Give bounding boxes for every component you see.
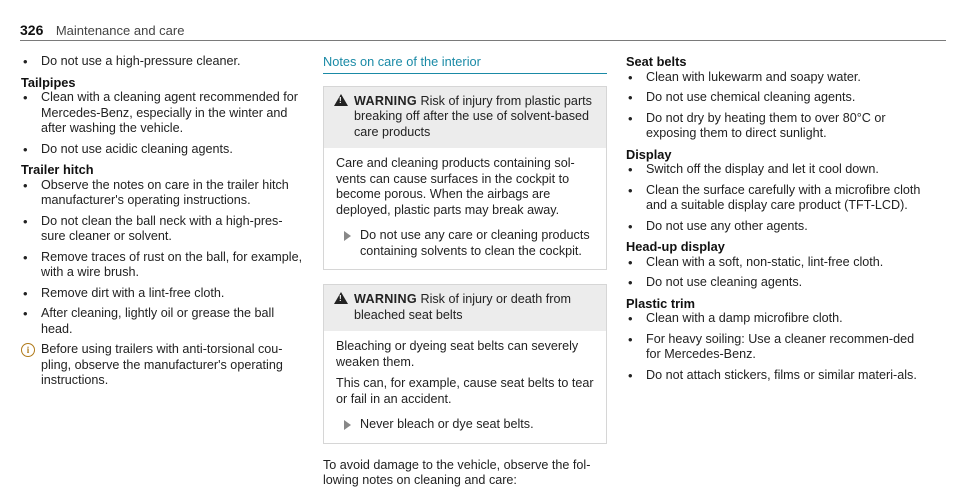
list-item: • Do not clean the ball neck with a high-pres-sure cleaner or solvent. bbox=[23, 213, 283, 243]
list-item: • Remove dirt with a lint-free cloth. bbox=[23, 285, 225, 301]
trailer-hitch-list bbox=[21, 178, 306, 338]
warning-box-seat-belts bbox=[323, 284, 607, 444]
bullet-icon: • bbox=[23, 213, 28, 229]
section-heading-plastic-trim: Plastic trim bbox=[626, 295, 695, 311]
display-list bbox=[626, 162, 926, 234]
warning-body bbox=[324, 148, 606, 269]
warning-title: Risk of injury or death from bleached seat belts bbox=[354, 292, 571, 322]
head-up-display-list bbox=[626, 255, 926, 291]
section-heading-seat-belts: Seat belts bbox=[626, 54, 687, 69]
page-header bbox=[20, 22, 946, 41]
bullet-icon: • bbox=[628, 162, 633, 177]
bullet-icon: • bbox=[23, 249, 28, 265]
warning-label: WARNING bbox=[354, 292, 417, 306]
list-item: • Do not use any other agents. bbox=[628, 218, 808, 234]
section-heading-trailer-hitch: Trailer hitch bbox=[21, 162, 94, 177]
running-title: Maintenance and care bbox=[55, 23, 185, 38]
warning-header bbox=[324, 285, 606, 331]
bullet-icon: • bbox=[23, 306, 28, 321]
warning-box-solvents bbox=[323, 86, 607, 271]
bullet-icon: • bbox=[628, 69, 633, 85]
arrow-right-icon bbox=[344, 231, 351, 241]
warning-text: This can, for example, cause seat belts to tear or fail in an accident. bbox=[336, 376, 594, 406]
section-heading-tailpipes: Tailpipes bbox=[21, 74, 76, 90]
warning-text: Bleaching or dyeing seat belts can severely weaken them. bbox=[336, 339, 579, 369]
bullet-icon: • bbox=[628, 218, 633, 234]
list-item: • For heavy soiling: Use a cleaner recommen-ded for Mercedes-Benz. bbox=[628, 331, 915, 361]
list-item: • Clean with a soft, non-static, lint-free cloth. bbox=[628, 254, 884, 270]
bullet-icon: • bbox=[628, 367, 633, 383]
warning-label: WARNING bbox=[354, 93, 417, 108]
list-item: • Remove traces of rust on the ball, for example, with a wire brush. bbox=[23, 249, 303, 279]
list-item: • Do not use acidic cleaning agents. bbox=[23, 141, 233, 157]
warning-header bbox=[324, 87, 606, 149]
list-item: • Switch off the display and let it cool down. bbox=[628, 162, 879, 177]
warning-icon bbox=[334, 94, 348, 106]
bullet-icon: • bbox=[628, 254, 633, 270]
info-icon: i bbox=[21, 343, 35, 357]
list-item: • Do not dry by heating them to over 80°C or exposing them to direct sunlight. bbox=[628, 110, 886, 140]
list-item: • Clean with a damp microfibre cloth. bbox=[628, 311, 843, 326]
seat-belts-list bbox=[626, 70, 926, 142]
action-step: Never bleach or dye seat belts. bbox=[336, 417, 594, 433]
bullet-icon: • bbox=[628, 110, 633, 126]
action-step: Do not use any care or cleaning products containing solvents to clean the cockpit. bbox=[336, 228, 594, 259]
list-item: • Clean the surface carefully with a microfibre cloth and a suitable display care product (TFT-LCD). bbox=[628, 182, 921, 212]
tailpipes-list bbox=[21, 90, 306, 157]
warning-text: Care and cleaning products containing sol-vents can cause surfaces in the cockpit to become porous. When the airbags are deployed, plastic parts may break away. bbox=[336, 156, 575, 217]
bullet-icon: • bbox=[628, 90, 633, 105]
bullet-icon: • bbox=[628, 182, 633, 198]
bullet-icon: • bbox=[23, 285, 28, 301]
list-item: • After cleaning, lightly oil or grease the ball head. bbox=[23, 306, 275, 336]
column-right bbox=[626, 54, 926, 388]
list-item: • Do not attach stickers, films or similar materi-als. bbox=[628, 367, 917, 383]
list-item: • Clean with a cleaning agent recommended for Mercedes-Benz, especially in the winter and after washing the vehicle. bbox=[23, 90, 298, 135]
info-note: i Before using trailers with anti-torsional cou-pling, observe the manufacturer's operating instructions. bbox=[21, 342, 306, 389]
bullet-icon: • bbox=[628, 331, 633, 347]
list-item: • Do not use a high-pressure cleaner. bbox=[23, 54, 241, 69]
bullet-icon: • bbox=[23, 90, 28, 105]
list-item: • Clean with lukewarm and soapy water. bbox=[628, 69, 861, 85]
section-title: Notes on care of the interior bbox=[323, 54, 607, 74]
plastic-trim-list bbox=[626, 311, 926, 383]
bullet-icon: • bbox=[23, 141, 28, 157]
section-heading-head-up-display: Head-up display bbox=[626, 239, 725, 254]
warning-icon bbox=[334, 292, 348, 304]
closing-paragraph: To avoid damage to the vehicle, observe the fol-lowing notes on cleaning and care: bbox=[323, 457, 591, 487]
bullet-icon: • bbox=[628, 275, 633, 290]
column-left bbox=[21, 54, 306, 389]
bullet-icon: • bbox=[23, 177, 28, 193]
list-item: • Observe the notes on care in the trailer hitch manufacturer's operating instructions. bbox=[23, 177, 289, 207]
bullet-icon: • bbox=[628, 311, 633, 326]
bullet-list bbox=[21, 54, 306, 70]
section-heading-display: Display bbox=[626, 146, 672, 162]
page-number: 326 bbox=[20, 22, 44, 38]
list-item: • Do not use cleaning agents. bbox=[628, 275, 803, 290]
arrow-right-icon bbox=[344, 420, 351, 430]
bullet-icon: • bbox=[23, 54, 28, 69]
warning-body bbox=[324, 331, 606, 443]
warning-title: Risk of injury from plastic parts breaking off after the use of solvent-based care products bbox=[354, 93, 592, 139]
column-middle bbox=[323, 54, 607, 489]
list-item: • Do not use chemical cleaning agents. bbox=[628, 90, 856, 105]
